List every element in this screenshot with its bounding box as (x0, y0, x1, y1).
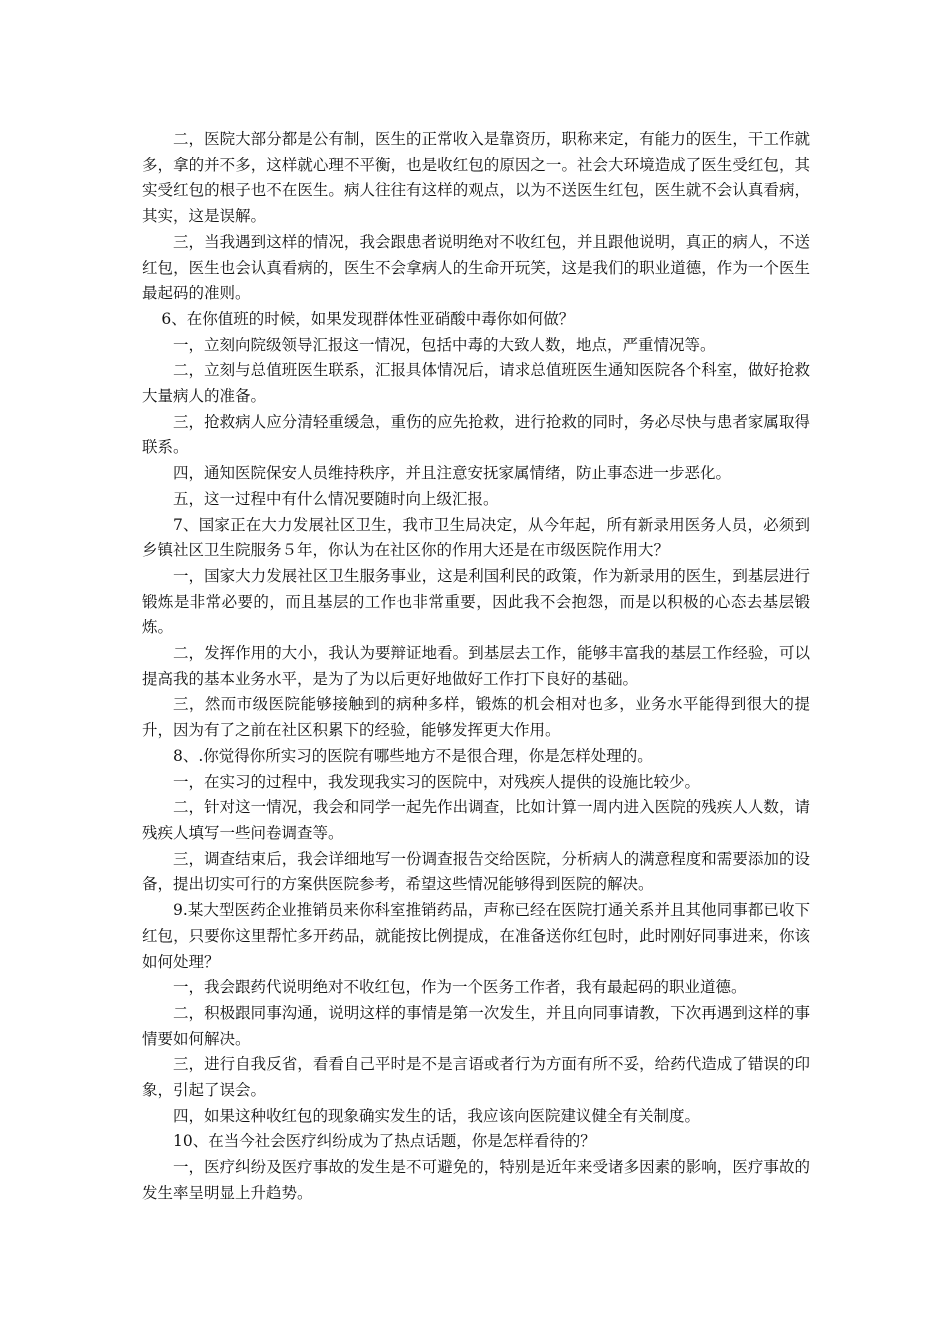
question-heading: 9.某大型医药企业推销员来你科室推销药品，声称已经在医院打通关系并且其他同事都已收下红包，只要你这里帮忙多开药品，就能按比例提成，在准备送你红包时，此时刚好同事进来，你该如何处理？ (142, 901, 810, 971)
paragraph: 五，这一过程中有什么情况要随时向上级汇报。 (173, 489, 499, 508)
paragraph: 二，积极跟同事沟通，说明这样的事情是第一次发生，并且向同事请教，下次再遇到这样的事情要如何解决。 (142, 1003, 810, 1048)
paragraph: 二，针对这一情况，我会和同学一起先作出调查，比如计算一周内进入医院的残疾人人数，请残疾人填写一些问卷调查等。 (142, 798, 810, 842)
paragraph: 三，调查结束后，我会详细地写一份调查报告交给医院，分析病人的满意程度和需要添加的设备，提出切实可行的方案供医院参考，希望这些情况能够得到医院的解决。 (142, 849, 810, 894)
paragraph: 四，如果这种收红包的现象确实发生的话，我应该向医院建议健全有关制度。 (173, 1106, 701, 1125)
paragraph: 二，立刻与总值班医生联系，汇报具体情况后，请求总值班医生通知医院各个科室，做好抢救大量病人的准备。 (142, 361, 810, 406)
document-body (142, 127, 810, 1207)
question-heading: 7、国家正在大力发展社区卫生，我市卫生局决定，从今年起，所有新录用医务人员，必须到乡镇社区卫生院服务５年，你认为在社区你的作用大还是在市级医院作用大？ (142, 515, 810, 560)
paragraph: 三，当我遇到这样的情况，我会跟患者说明绝对不收红包，并且跟他说明，真正的病人，不送红包，医生也会认真看病的，医生不会拿病人的生命开玩笑，这是我们的职业道德，作为一个医生最起码的准则。 (142, 232, 810, 303)
paragraph: 三，然而市级医院能够接触到的病种多样，锻炼的机会相对也多，业务水平能得到很大的提升，因为有了之前在社区积累下的经验，能够发挥更大作用。 (142, 695, 810, 740)
paragraph: 一，我会跟药代说明绝对不收红包，作为一个医务工作者，我有最起码的职业道德。 (173, 978, 747, 997)
paragraph: 一，在实习的过程中，我发现我实习的医院中，对残疾人提供的设施比较少。 (173, 772, 701, 791)
paragraph: 二，医院大部分都是公有制，医生的正常收入是靠资历，职称来定，有能力的医生，干工作就多，拿的并不多，这样就心理不平衡，也是收红包的原因之一。社会大环境造成了医生受红包，其实受红包的根子也不在医生。病人往往有这样的观点，以为不送医生红包，医生就不会认真看病，其实，这是误解。 (142, 130, 810, 226)
paragraph: 一，立刻向院级领导汇报这一情况，包括中毒的大致人数，地点，严重情况等。 (173, 335, 716, 354)
question-heading: 10、在当今社会医疗纠纷成为了热点话题，你是怎样看待的？ (173, 1132, 596, 1151)
paragraph: 四，通知医院保安人员维持秩序，并且注意安抚家属情绪，防止事态进一步恶化。 (173, 464, 732, 483)
question-heading: 6、在你值班的时候，如果发现群体性亚硝酸中毒你如何做？ (161, 309, 575, 328)
paragraph: 二，发挥作用的大小，我认为要辩证地看。到基层去工作，能够丰富我的基层工作经验，可以提高我的基本业务水平，是为了为以后更好地做好工作打下良好的基础。 (142, 644, 810, 688)
paragraph: 三，进行自我反省，看看自己平时是不是言语或者行为方面有所不妥，给药代造成了错误的印象，引起了误会。 (142, 1055, 810, 1100)
paragraph: 三，抢救病人应分清轻重缓急，重伤的应先抢救，进行抢救的同时，务必尽快与患者家属取得联系。 (142, 412, 810, 457)
question-heading: 8、.你觉得你所实习的医院有哪些地方不是很合理，你是怎样处理的。 (173, 746, 653, 765)
paragraph: 一，国家大力发展社区卫生服务事业，这是利国利民的政策，作为新录用的医生，到基层进行锻炼是非常必要的，而且基层的工作也非常重要，因此我不会抱怨，而是以积极的心态去基层锻炼。 (142, 566, 810, 637)
paragraph: 一，医疗纠纷及医疗事故的发生是不可避免的，特别是近年来受诸多因素的影响，医疗事故的发生率呈明显上升趋势。 (142, 1158, 810, 1202)
